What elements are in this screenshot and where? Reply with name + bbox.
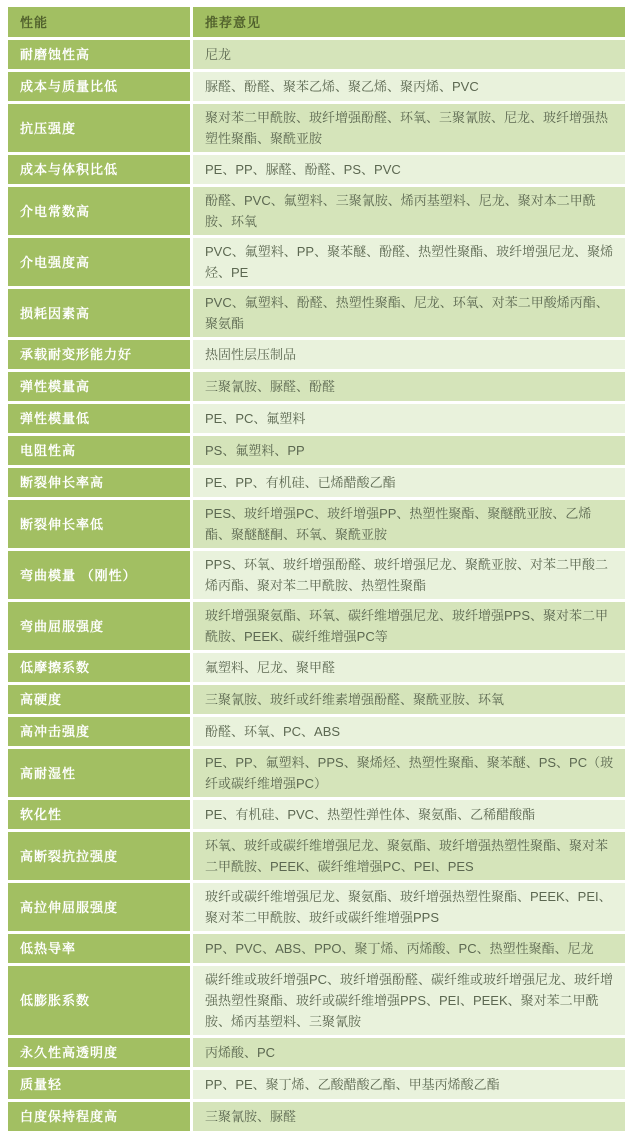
property-cell: 高耐湿性 xyxy=(8,749,190,797)
recommendation-cell: PE、有机硅、PVC、热塑性弹性体、聚氨酯、乙稀醋酸酯 xyxy=(193,800,625,829)
table-row xyxy=(8,717,625,746)
property-cell: 介电常数高 xyxy=(8,187,190,235)
recommendation-cell: 聚对苯二甲酰胺、玻纤增强酚醛、环氧、三聚氰胺、尼龙、玻纤增强热塑性聚酯、聚酰亚胺 xyxy=(193,104,625,152)
recommendation-cell: 三聚氰胺、玻纤或纤维素增强酚醛、聚酰亚胺、环氧 xyxy=(193,685,625,714)
recommendation-cell: PES、玻纤增强PC、玻纤增强PP、热塑性聚酯、聚醚酰亚胺、乙烯酯、聚醚醚酮、环氧、聚酰亚胺 xyxy=(193,500,625,548)
property-cell: 损耗因素高 xyxy=(8,289,190,337)
property-cell: 高拉伸屈服强度 xyxy=(8,883,190,931)
recommendation-cell: PP、PE、聚丁烯、乙酸醋酸乙酯、甲基丙烯酸乙酯 xyxy=(193,1070,625,1099)
property-cell: 质量轻 xyxy=(8,1070,190,1099)
table-row xyxy=(8,551,625,599)
property-cell: 软化性 xyxy=(8,800,190,829)
property-cell: 电阻性高 xyxy=(8,436,190,465)
table-row xyxy=(8,104,625,152)
property-cell: 高冲击强度 xyxy=(8,717,190,746)
table-row xyxy=(8,404,625,433)
property-cell: 白度保持程度高 xyxy=(8,1102,190,1131)
property-cell: 弹性模量高 xyxy=(8,372,190,401)
property-cell: 高硬度 xyxy=(8,685,190,714)
recommendation-cell: 三聚氰胺、脲醛、酚醛 xyxy=(193,372,625,401)
table-row xyxy=(8,238,625,286)
recommendation-cell: PVC、氟塑料、酚醛、热塑性聚酯、尼龙、环氧、对苯二甲酸烯丙酯、聚氨酯 xyxy=(193,289,625,337)
table-row xyxy=(8,1102,625,1131)
table-row xyxy=(8,832,625,880)
table-row xyxy=(8,883,625,931)
property-cell: 成本与质量比低 xyxy=(8,72,190,101)
property-cell: 介电强度高 xyxy=(8,238,190,286)
materials-table xyxy=(5,4,628,1134)
table-row xyxy=(8,187,625,235)
recommendation-cell: 三聚氰胺、脲醛 xyxy=(193,1102,625,1131)
recommendation-cell: PE、PC、氟塑料 xyxy=(193,404,625,433)
table-body xyxy=(8,40,625,1131)
recommendation-cell: PP、PVC、ABS、PPO、聚丁烯、丙烯酸、PC、热塑性聚酯、尼龙 xyxy=(193,934,625,963)
recommendation-cell: PPS、环氧、玻纤增强酚醛、玻纤增强尼龙、聚酰亚胺、对苯二甲酸二烯丙酯、聚对苯二甲酰胺、热塑性聚酯 xyxy=(193,551,625,599)
recommendation-cell: PE、PP、氟塑料、PPS、聚烯烃、热塑性聚酯、聚苯醚、PS、PC（玻纤或碳纤维增强PC） xyxy=(193,749,625,797)
property-cell: 低摩擦系数 xyxy=(8,653,190,682)
recommendation-cell: 酚醛、PVC、氟塑料、三聚氰胺、烯丙基塑料、尼龙、聚对本二甲酰胺、环氧 xyxy=(193,187,625,235)
table-row xyxy=(8,372,625,401)
recommendation-cell: 氟塑料、尼龙、聚甲醛 xyxy=(193,653,625,682)
recommendation-cell: 玻纤增强聚氨酯、环氧、碳纤维增强尼龙、玻纤增强PPS、聚对苯二甲酰胺、PEEK、碳纤维增强PC等 xyxy=(193,602,625,650)
table-row xyxy=(8,749,625,797)
property-cell: 高断裂抗拉强度 xyxy=(8,832,190,880)
property-cell: 断裂伸长率低 xyxy=(8,500,190,548)
table-row xyxy=(8,685,625,714)
recommendation-cell: 尼龙 xyxy=(193,40,625,69)
table-row xyxy=(8,966,625,1035)
header-row xyxy=(8,7,625,37)
header-recommendation: 推荐意见 xyxy=(193,7,625,37)
header-property: 性能 xyxy=(8,7,190,37)
recommendation-cell: 环氧、玻纤或碳纤维增强尼龙、聚氨酯、玻纤增强热塑性聚酯、聚对苯二甲酰胺、PEEK、碳纤维增强PC、PEI、PES xyxy=(193,832,625,880)
table-row xyxy=(8,289,625,337)
property-cell: 弹性模量低 xyxy=(8,404,190,433)
recommendation-cell: PS、氟塑料、PP xyxy=(193,436,625,465)
table-row xyxy=(8,934,625,963)
property-cell: 永久性高透明度 xyxy=(8,1038,190,1067)
table-row xyxy=(8,340,625,369)
property-cell: 弯曲模量 （刚性） xyxy=(8,551,190,599)
table-row xyxy=(8,653,625,682)
recommendation-cell: 玻纤或碳纤维增强尼龙、聚氨酯、玻纤增强热塑性聚酯、PEEK、PEI、聚对苯二甲酰胺、玻纤或碳纤维增强PPS xyxy=(193,883,625,931)
table-row xyxy=(8,468,625,497)
recommendation-cell: 碳纤维或玻纤增强PC、玻纤增强酚醛、碳纤维或玻纤增强尼龙、玻纤增强热塑性聚酯、玻纤或碳纤维增强PPS、PEI、PEEK、聚对苯二甲酰胺、烯丙基塑料、三聚氰胺 xyxy=(193,966,625,1035)
property-cell: 低热导率 xyxy=(8,934,190,963)
table-row xyxy=(8,1038,625,1067)
table-row xyxy=(8,155,625,184)
table-row xyxy=(8,800,625,829)
property-cell: 承载耐变形能力好 xyxy=(8,340,190,369)
recommendation-cell: 酚醛、环氧、PC、ABS xyxy=(193,717,625,746)
table-header xyxy=(8,7,625,37)
recommendation-cell: 丙烯酸、PC xyxy=(193,1038,625,1067)
table-row xyxy=(8,1070,625,1099)
recommendation-cell: 热固性层压制品 xyxy=(193,340,625,369)
table-row xyxy=(8,72,625,101)
property-cell: 弯曲屈服强度 xyxy=(8,602,190,650)
recommendation-cell: PE、PP、脲醛、酚醛、PS、PVC xyxy=(193,155,625,184)
property-cell: 成本与体积比低 xyxy=(8,155,190,184)
property-cell: 断裂伸长率高 xyxy=(8,468,190,497)
table-row xyxy=(8,500,625,548)
property-cell: 低膨胀系数 xyxy=(8,966,190,1035)
table-row xyxy=(8,436,625,465)
recommendation-cell: 脲醛、酚醛、聚苯乙烯、聚乙烯、聚丙烯、PVC xyxy=(193,72,625,101)
property-cell: 抗压强度 xyxy=(8,104,190,152)
recommendation-cell: PVC、氟塑料、PP、聚苯醚、酚醛、热塑性聚酯、玻纤增强尼龙、聚烯烃、PE xyxy=(193,238,625,286)
table-row xyxy=(8,40,625,69)
table-row xyxy=(8,602,625,650)
recommendation-cell: PE、PP、有机硅、已烯醋酸乙酯 xyxy=(193,468,625,497)
property-cell: 耐磨蚀性高 xyxy=(8,40,190,69)
